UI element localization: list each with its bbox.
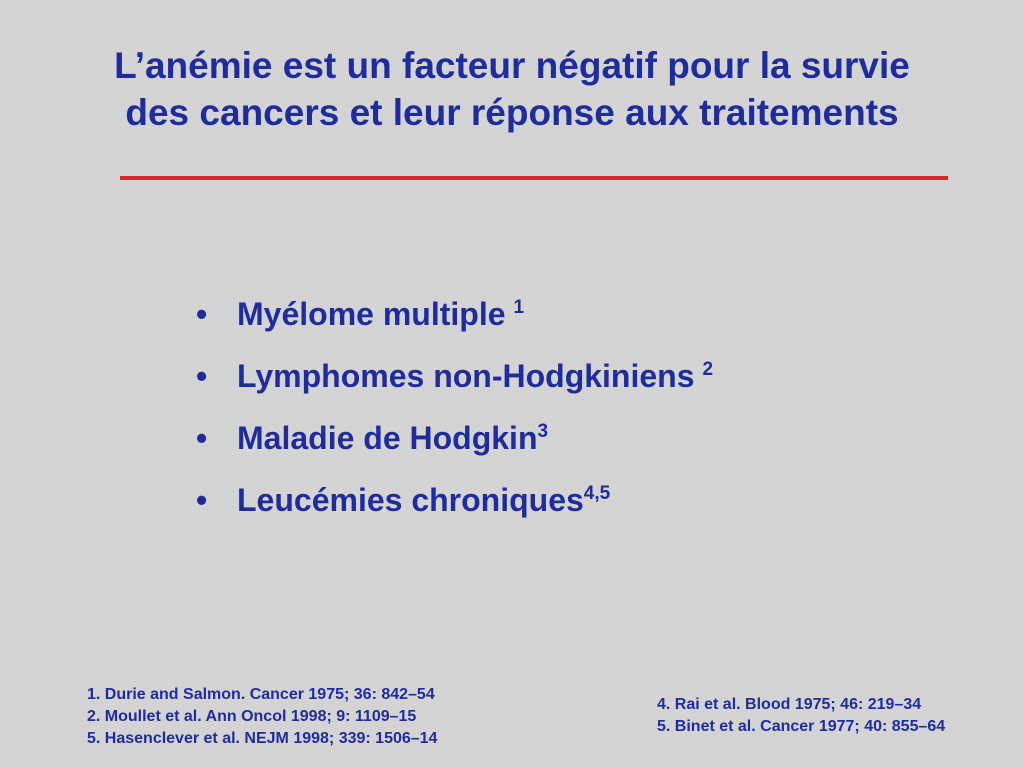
reference-item: 1. Durie and Salmon. Cancer 1975; 36: 842–54	[87, 686, 435, 703]
title-line-1: L’anémie est un facteur négatif pour la survie	[114, 45, 910, 86]
bullet-text: Myélome multiple	[237, 296, 506, 332]
title-line-2: des cancers et leur réponse aux traitements	[125, 92, 899, 133]
reference-superscript: 3	[537, 421, 549, 442]
title-divider	[120, 176, 948, 180]
reference-item: 4. Rai et al. Blood 1975; 46: 219–34	[657, 696, 922, 713]
bullet-item-hodgkin	[196, 410, 713, 472]
reference-item: 2. Moullet et al. Ann Oncol 1998; 9: 1109–15	[87, 708, 417, 725]
reference-item: 5. Binet et al. Cancer 1977; 40: 855–64	[657, 718, 946, 735]
bullet-dot: •	[196, 358, 208, 394]
bullet-text: Maladie de Hodgkin	[237, 420, 538, 456]
bullet-dot: •	[196, 420, 208, 456]
reference-superscript: 2	[702, 359, 714, 380]
reference-superscript: 4,5	[583, 483, 611, 504]
bullet-item-lymphomes	[196, 348, 713, 410]
bullet-dot: •	[196, 482, 208, 518]
reference-superscript: 1	[513, 297, 525, 318]
bullet-item-leucemies	[196, 472, 713, 534]
bullet-item-myelome	[196, 286, 713, 348]
references-right	[657, 694, 945, 738]
references-left	[87, 684, 437, 750]
reference-item: 5. Hasenclever et al. NEJM 1998; 339: 1506–14	[87, 730, 438, 747]
bullet-text: Lymphomes non-Hodgkiniens	[237, 358, 695, 394]
slide-title	[40, 42, 984, 136]
bullet-list	[196, 286, 713, 534]
bullet-dot: •	[196, 296, 208, 332]
bullet-text: Leucémies chroniques	[237, 482, 584, 518]
